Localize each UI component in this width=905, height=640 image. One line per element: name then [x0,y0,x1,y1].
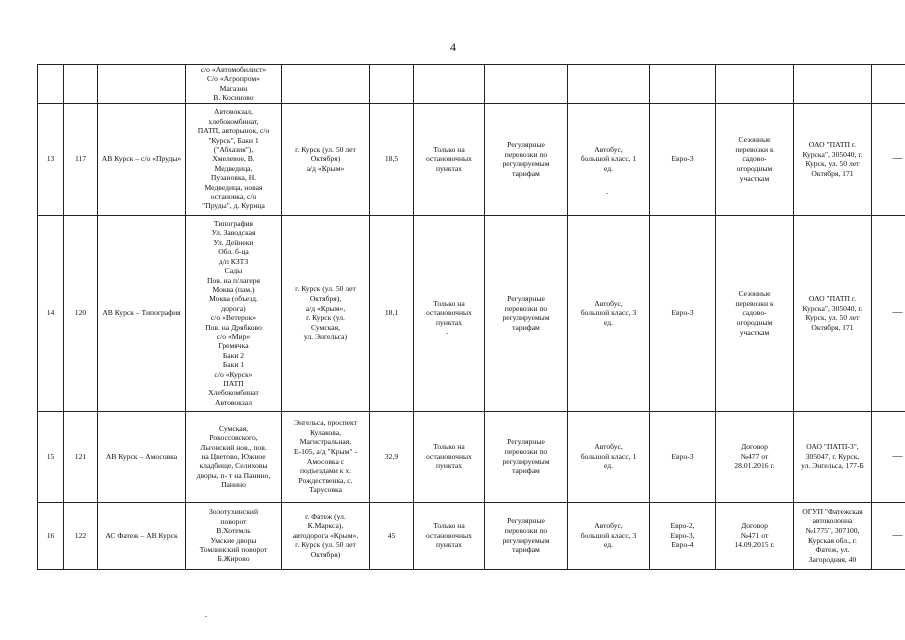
cell-streets-line: Октября), [309,293,342,303]
cell-stops-line: "Курск", Баки 1 [208,135,259,145]
cell-streets-line: г. Фатеж (ул. [305,511,346,521]
cell-vehicle-line: большой класс, 1 [580,154,637,164]
cell-stops-line: Баки 2 [222,350,245,360]
cell-stops-line: Медведица, новая [204,182,263,192]
cell-length-km [370,103,414,215]
cell-carrier-line: Фатеж, ул. [815,545,850,555]
cell-conditions-line: 14.09.2015 г. [734,540,775,550]
cell-extra [872,65,905,104]
cell-stops-line: д/п КЗТЗ [218,256,249,266]
cell-carrier-line: Курска", 305040, г. [802,303,863,313]
cell-length-km [370,65,414,104]
cell-ecology-class [650,65,716,104]
cell-ecology-class [650,411,716,502]
cell-route-number [64,103,98,215]
cell-extra-value: — [892,529,903,541]
cell-streets-line: Октября) [310,154,341,164]
cell-vehicle-line: ед. [603,540,614,550]
cell-vehicle-line: Автобус, [594,442,623,452]
cell-stops-line: Рокоссовского, [209,433,258,443]
cell-stops-line: Обл. б-ца [218,247,249,257]
cell-conditions-line: огородным [736,163,773,173]
cell-ecology-class [650,502,716,569]
cell-carrier-line: Октября, 171 [811,168,854,178]
cell-transport-type-line: Регулярные [507,293,545,303]
cell-route-number-value: 122 [74,530,87,540]
cell-transport-type-line: Регулярные [507,516,545,526]
cell-vehicle [568,65,650,104]
cell-stop-mode [414,215,485,411]
cell-ecology-class-value: Евро-3 [671,154,694,164]
cell-carrier [794,65,872,104]
cell-stops-line: ПАТП [223,378,244,388]
cell-transport-type-line: регулируемым [502,313,550,323]
cell-stops [186,65,282,104]
cell-carrier [794,103,872,215]
cell-row-number-value: 13 [46,154,55,164]
cell-stops-line: Золотухинский [208,507,259,517]
cell-carrier-line: автоколонна [812,516,853,526]
cell-streets-line: Энгельса, проспект [294,418,357,428]
cell-stops-line: В.Хотемль [216,526,251,536]
cell-transport-type [485,411,568,502]
cell-stops-line: Моква (объезд. [209,294,258,304]
cell-ecology-class-value: Евро-3 [671,308,694,318]
cell-length-km-value: 32,9 [384,451,399,461]
cell-streets-line: Е-105, а/д "Крым" - [294,447,357,457]
cell-route-number [64,215,98,411]
cell-streets-line: Октября) [310,550,341,560]
cell-conditions-line: Договор [741,521,768,531]
cell-streets [282,103,370,215]
cell-stops-line: Пузановка, Н. [210,173,257,183]
cell-transport-type [485,215,568,411]
cell-ecology-class [650,215,716,411]
cell-length-km [370,215,414,411]
cell-stops-line: на Цветово, Южное [201,451,266,461]
cell-conditions-line: садово- [742,308,767,318]
cell-ecology-class-line: Евро-2, [670,521,695,531]
cell-vehicle-line: ед. [603,461,614,471]
cell-carrier-line: Загородняя, 40 [808,554,857,564]
cell-route-number-value: 120 [74,308,87,318]
cell-row-number [38,103,64,215]
cell-stops-line: дворы, п- т на Панино, [196,470,271,480]
cell-stops-line: Ул. Дейнеки [213,237,254,247]
cell-stop-mode-line: Только на [433,144,465,154]
cell-vehicle-line: Автобус, [594,298,623,308]
cell-vehicle [568,103,650,215]
cell-ecology-class-line: Евро-3, [670,530,695,540]
cell-row-number [38,502,64,569]
cell-extra [872,215,905,411]
cell-stops-line: Медведица, [214,163,253,173]
cell-stops-line: С/о «Агропром» [207,74,260,84]
cell-conditions [716,411,794,502]
cell-extra-value: — [892,153,903,165]
cell-stop-mode-line: пунктах [435,163,463,173]
cell-length-km [370,411,414,502]
cell-vehicle-line: Автобус, [594,144,623,154]
cell-streets-line: К.Маркса), [307,521,344,531]
cell-vehicle-line: ед. [603,163,614,173]
cell-conditions-line: Договор [741,442,768,452]
cell-transport-type-line: регулируемым [502,535,550,545]
table-row [38,502,905,569]
cell-vehicle-line: большой класс, 3 [580,308,637,318]
cell-route-name-value: АВ Курск – Типография [102,308,181,318]
scan-speck [446,333,448,334]
cell-carrier [794,502,872,569]
cell-stops-line: с/о «Мир» [216,331,251,341]
cell-streets-line: г. Курск (ул. [306,313,345,323]
cell-streets-line: г. Курск (ул. 50 лет [295,144,356,154]
cell-row-number-value: 15 [46,451,55,461]
cell-stops [186,411,282,502]
cell-streets-line: Тарусовка [308,485,342,495]
cell-stops-line: дорога) [221,303,246,313]
cell-transport-type-line: тарифам [512,545,540,555]
cell-carrier-line: ул. Энгельса, 177-Б [801,461,864,471]
cell-stops-line: Автовокзал, [214,107,253,117]
table-row [38,103,905,215]
table-row [38,411,905,502]
cell-stops-line: с/о «Курск» [214,369,253,379]
cell-transport-type-line: тарифам [512,466,540,476]
cell-stop-mode-line: остановочных [426,451,472,461]
cell-carrier-line: Курская обл., г. [808,535,857,545]
cell-streets-line: а/д «Крым», [305,303,346,313]
cell-stops-line: Автовокзал [214,397,253,407]
cell-stops-line: Б.Жирово [217,554,250,564]
cell-stop-mode [414,103,485,215]
cell-extra [872,502,905,569]
cell-route-name [98,411,186,502]
cell-row-number [38,215,64,411]
cell-stop-mode-line: пунктах [435,317,463,327]
cell-stops-line: Сады [224,266,243,276]
cell-row-number [38,65,64,104]
cell-conditions [716,65,794,104]
cell-streets-line: г. Курск (ул. 50 лет [295,284,356,294]
cell-conditions-line: перевозки к [735,298,774,308]
cell-conditions-line: №471 от [740,530,769,540]
cell-stops [186,502,282,569]
cell-streets-line: Сумская, [310,322,341,332]
scan-speck [606,193,608,194]
cell-vehicle [568,502,650,569]
cell-route-number-value: 117 [74,154,87,164]
cell-transport-type-line: перевозки по [504,447,548,457]
cell-extra [872,411,905,502]
cell-conditions-line: участкам [739,173,770,183]
cell-stop-mode-line: Только на [433,298,465,308]
cell-stops-line: Сумская, [218,423,249,433]
cell-stops-line: Пов. на Дрябково [205,322,262,332]
cell-vehicle-line: большой класс, 3 [580,530,637,540]
cell-carrier-line: Курск, ул. 50 лет [805,313,860,323]
cell-route-number [64,411,98,502]
cell-stops-line: Ул. Заводская [211,228,256,238]
cell-route-name [98,215,186,411]
cell-stops-line: с/о «Автомобилист» [200,65,267,74]
cell-streets-line: подъездами к х. [299,466,352,476]
cell-streets-line: автодорога «Крым», [292,530,359,540]
cell-stops-line: "Пруды", д. Курица [202,201,265,211]
cell-streets-line: Рождественка, с. [298,475,353,485]
cell-vehicle [568,215,650,411]
cell-stops-line: Магазин [219,83,248,93]
cell-streets-line: Амосовка с [306,456,345,466]
scan-speck [205,616,207,617]
cell-stops-line: ("Абхазия"), [213,145,254,155]
cell-conditions-line: Сезонные [738,135,771,145]
cell-stops-line: Баки 1 [222,360,245,370]
cell-conditions [716,103,794,215]
cell-stops-line: Панино [221,480,246,490]
cell-carrier [794,411,872,502]
cell-transport-type [485,65,568,104]
cell-vehicle-line: большой класс, 1 [580,451,637,461]
cell-route-name-value: АВ Курск – с/о «Пруды» [101,154,182,164]
cell-route-name-value: АВ Курск – Амосовка [105,451,178,461]
cell-streets [282,411,370,502]
cell-carrier-line: ОГУП "Фатежская [802,506,863,516]
cell-streets [282,65,370,104]
cell-stops [186,215,282,411]
cell-stop-mode-line: пунктах [435,540,463,550]
cell-carrier-line: ОАО "ПАТП г. [808,293,857,303]
cell-stops-line: Хлебокомбинат [208,388,259,398]
page-number: 4 [450,40,456,54]
cell-route-name [98,65,186,104]
cell-ecology-class [650,103,716,215]
cell-transport-type [485,502,568,569]
cell-carrier-line: Октября, 171 [811,322,854,332]
cell-stop-mode [414,502,485,569]
cell-stops-line: хлебокомбинат, [208,116,259,126]
cell-transport-type-line: перевозки по [504,303,548,313]
cell-extra-value: — [892,450,903,462]
cell-row-number [38,411,64,502]
cell-stops-line: Хмелевое, В. [212,154,255,164]
cell-stops-line: Типография [213,219,254,229]
cell-transport-type-line: перевозки по [504,149,548,159]
cell-length-km-value: 18,5 [384,154,399,164]
cell-streets-line: г. Курск (ул. 50 лет [295,540,356,550]
cell-conditions-line: огородным [736,317,773,327]
cell-streets-line: а/д «Крым» [306,163,345,173]
cell-stops-line: Моква (пам.) [212,284,255,294]
cell-route-number [64,502,98,569]
cell-carrier-line: Курск, ул. 50 лет [805,159,860,169]
cell-conditions-line: Сезонные [738,289,771,299]
cell-stop-mode-line: остановочных [426,530,472,540]
cell-extra [872,103,905,215]
cell-transport-type-line: тарифам [512,168,540,178]
cell-conditions-line: 28.01.2016 г. [734,461,775,471]
cell-carrier-line: ОАО "ПАТП-3", [806,442,859,452]
cell-route-name [98,103,186,215]
cell-stops [186,103,282,215]
cell-streets-line: ул. Энгельса) [303,332,348,342]
routes-table [37,64,905,570]
cell-extra-value: — [892,307,903,319]
cell-stop-mode-line: Только на [433,442,465,452]
cell-vehicle-line: Автобус, [594,521,623,531]
cell-stop-mode-line: остановочных [426,154,472,164]
cell-conditions-line: садово- [742,154,767,164]
cell-carrier-line: 305047, г. Курск, [805,451,860,461]
cell-route-name-value: АС Фатеж – АВ Курск [105,530,178,540]
table-row [38,215,905,411]
cell-stops-line: ПАТП, авторынок, с/о [197,126,270,136]
cell-stops-line: кладбище, Селиховы [199,461,268,471]
cell-transport-type-line: Регулярные [507,437,545,447]
cell-carrier-line: ОАО "ПАТП г. [808,139,857,149]
table-row [38,65,905,104]
cell-vehicle-line: ед. [603,317,614,327]
cell-conditions [716,215,794,411]
cell-stops-line: Умские дворы [210,535,257,545]
cell-transport-type-line: перевозки по [504,526,548,536]
cell-transport-type-line: Регулярные [507,139,545,149]
cell-stop-mode [414,65,485,104]
cell-route-name [98,502,186,569]
cell-stops-line: Томлинский поворот [199,545,268,555]
cell-transport-type-line: регулируемым [502,456,550,466]
cell-streets-line: Кулакова, [310,427,341,437]
cell-streets-line: Магистральная, [299,437,352,447]
cell-stops-line: поворот [220,516,247,526]
cell-ecology-class-value: Евро-3 [671,451,694,461]
cell-vehicle [568,411,650,502]
cell-carrier [794,215,872,411]
cell-route-number-value: 121 [74,451,87,461]
cell-ecology-class-line: Евро-4 [671,540,694,550]
cell-conditions-line: №477 от [740,451,769,461]
cell-transport-type-line: регулируемым [502,159,550,169]
cell-length-km [370,502,414,569]
cell-streets [282,502,370,569]
cell-stops-line: Гремячка [218,341,249,351]
cell-stops-line: Льговский нов., пов. [200,442,267,452]
cell-stop-mode [414,411,485,502]
cell-stop-mode-line: Только на [433,521,465,531]
cell-stops-line: с/о «Ветерок» [210,313,257,323]
cell-route-number [64,65,98,104]
cell-row-number-value: 16 [46,530,55,540]
cell-carrier-line: Курска", 305040, г. [802,149,863,159]
cell-row-number-value: 14 [46,308,55,318]
cell-stops-line: Пов. на п/лагеря [206,275,260,285]
cell-carrier-line: №1775", 307100, [805,526,860,536]
cell-stop-mode-line: пунктах [435,461,463,471]
cell-transport-type-line: тарифам [512,322,540,332]
cell-conditions [716,502,794,569]
cell-transport-type [485,103,568,215]
cell-conditions-line: участкам [739,327,770,337]
cell-streets [282,215,370,411]
cell-stops-line: В. Косиново [213,93,254,103]
cell-stop-mode-line: остановочных [426,308,472,318]
cell-conditions-line: перевозки к [735,144,774,154]
cell-length-km-value: 18,1 [384,308,399,318]
cell-stops-line: остановка, с/о [210,192,257,202]
cell-length-km-value: 45 [387,530,396,540]
